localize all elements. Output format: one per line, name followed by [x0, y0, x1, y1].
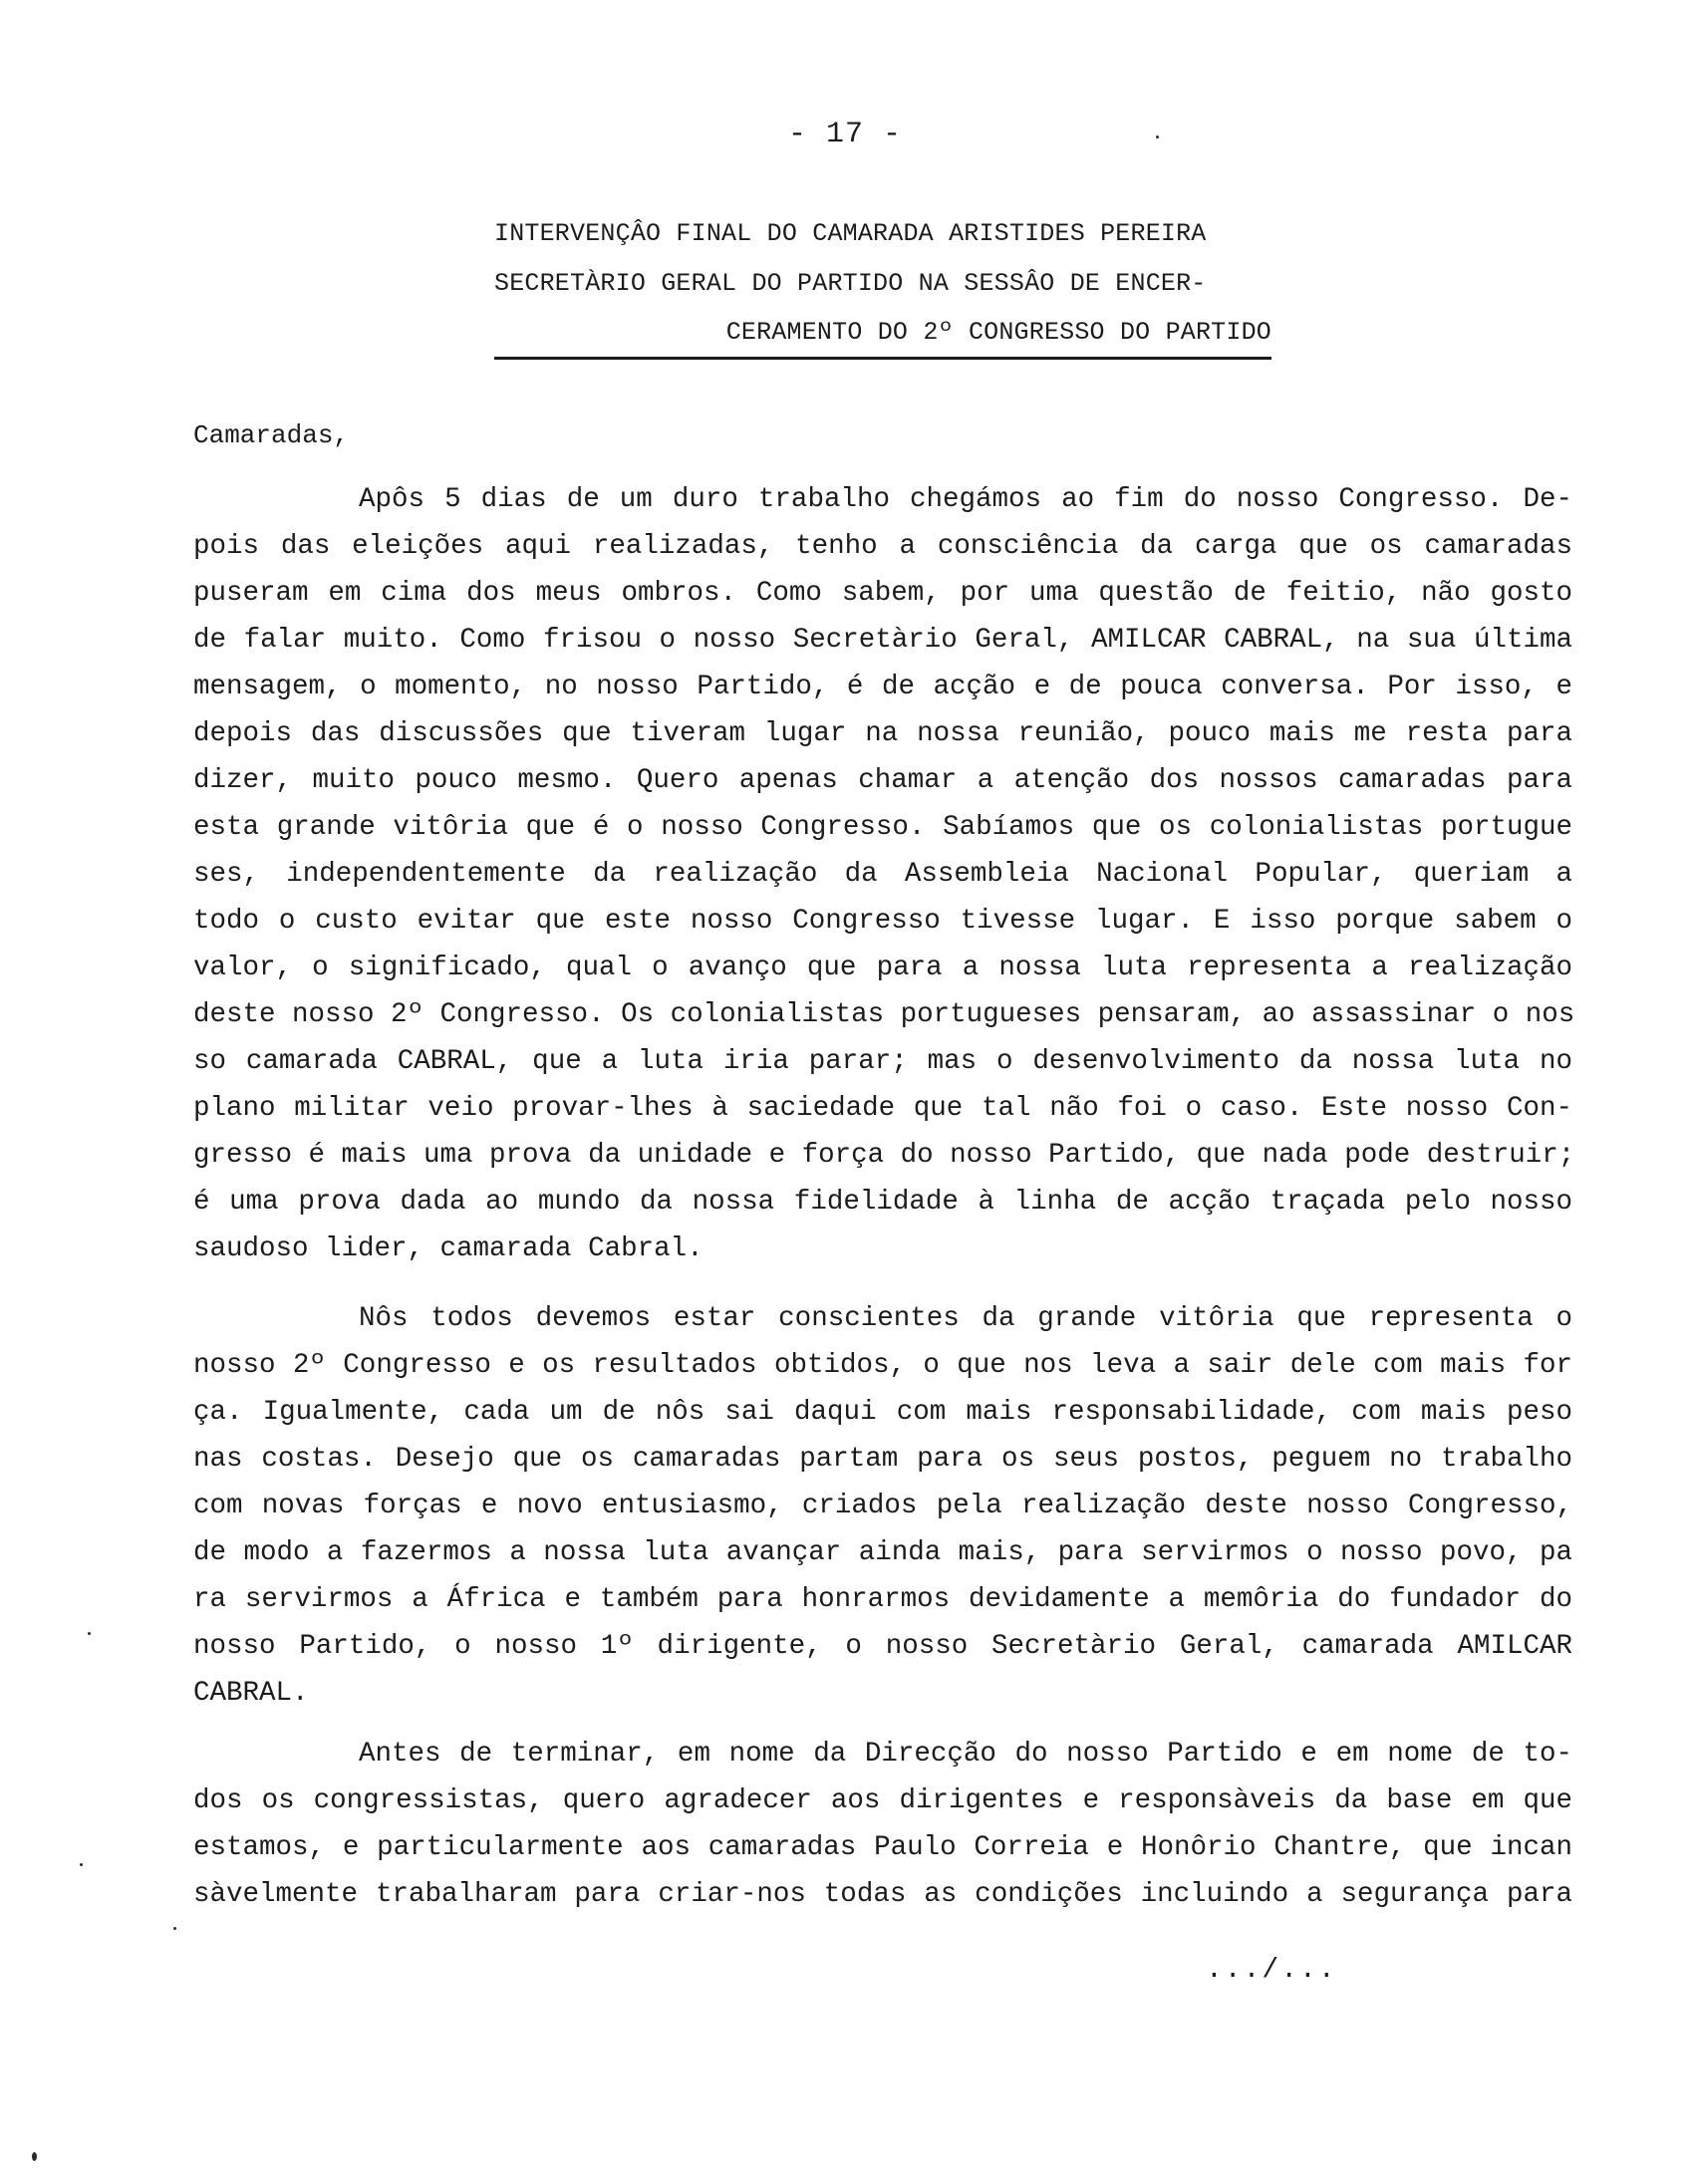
paragraph-line: ça. Igualmente, cada um de nôs sai daqui com mais responsabilidade, com mais peso [193, 1397, 1572, 1428]
paragraph-line: nosso 2º Congresso e os resultados obtidos, o que nos leva a sair dele com mais for [193, 1350, 1572, 1381]
scan-speck [80, 1863, 83, 1866]
paragraph-line: estamos, e particularmente aos camaradas Paulo Correia e Honôrio Chantre, que incan [193, 1832, 1572, 1863]
heading-line-2: SECRETÀRIO GERAL DO PARTIDO NA SESSÂO DE ENCER- [494, 269, 1207, 298]
paragraph-line: gresso é mais uma prova da unidade e força do nosso Partido, que nada pode destruir; [193, 1140, 1575, 1171]
paragraph-line: ra servirmos a África e também para honrarmos devidamente a memôria do fundador do [193, 1584, 1572, 1615]
continuation-mark: .../... [1206, 1955, 1337, 1986]
scan-speck [32, 2152, 37, 2161]
paragraph-line: com novas forças e novo entusiasmo, criados pela realização deste nosso Congresso, [193, 1491, 1572, 1521]
paragraph-line: dos os congressistas, quero agradecer aos dirigentes e responsàveis da base em que [193, 1785, 1572, 1816]
paragraph-2 [193, 1295, 1572, 1717]
paragraph-line: deste nosso 2º Congresso. Os colonialistas portugueses pensaram, ao assassinar o nos [193, 999, 1575, 1030]
document-heading [494, 209, 1271, 360]
paragraph-line: dizer, muito pouco mesmo. Quero apenas chamar a atenção dos nossos camaradas para [193, 765, 1572, 796]
heading-line-1: INTERVENÇÂO FINAL DO CAMARADA ARISTIDES PEREIRA [494, 219, 1207, 248]
paragraph-3 [193, 1731, 1572, 1918]
salutation: Camaradas, [193, 420, 350, 450]
paragraph-line: CABRAL. [193, 1678, 309, 1709]
paragraph-line: sàvelmente trabalharam para criar-nos todas as condições incluindo a segurança para [193, 1879, 1572, 1910]
paragraph-line: Apôs 5 dias de um duro trabalho chegámos ao fim do nosso Congresso. De- [359, 484, 1572, 515]
paragraph-line: plano militar veio provar-lhes à saciedade que tal não foi o caso. Este nosso Con- [193, 1093, 1572, 1124]
scan-speck [88, 1632, 91, 1635]
paragraph-line: é uma prova dada ao mundo da nossa fidelidade à linha de acção traçada pelo nosso [193, 1187, 1572, 1218]
paragraph-line: de modo a fazermos a nossa luta avançar ainda mais, para servirmos o nosso povo, pa [193, 1537, 1572, 1568]
paragraph-line: valor, o significado, qual o avanço que para a nossa luta representa a realização [193, 953, 1572, 983]
paragraph-line: nosso Partido, o nosso 1º dirigente, o nosso Secretàrio Geral, camarada AMILCAR [193, 1631, 1572, 1662]
paragraph-line: de falar muito. Como frisou o nosso Secretàrio Geral, AMILCAR CABRAL, na sua última [193, 625, 1572, 656]
paragraph-line: Antes de terminar, em nome da Direcção do nosso Partido e em nome de to- [359, 1739, 1572, 1770]
paragraph-line: pois das eleições aqui realizadas, tenho a consciência da carga que os camaradas [193, 531, 1572, 562]
scan-speck [173, 1927, 176, 1930]
paragraph-line: Nôs todos devemos estar conscientes da grande vitôria que representa o [359, 1303, 1572, 1334]
paragraph-1 [193, 476, 1575, 1272]
paragraph-line: so camarada CABRAL, que a luta iria parar; mas o desenvolvimento da nossa luta no [193, 1046, 1572, 1077]
paragraph-line: nas costas. Desejo que os camaradas partam para os seus postos, peguem no trabalho [193, 1444, 1572, 1475]
paragraph-line: depois das discussões que tiveram lugar na nossa reunião, pouco mais me resta para [193, 718, 1572, 749]
scan-speck [1156, 136, 1159, 138]
paragraph-line: esta grande vitôria que é o nosso Congresso. Sabíamos que os colonialistas portugue [193, 812, 1572, 843]
paragraph-line: todo o custo evitar que este nosso Congresso tivesse lugar. E isso porque sabem o [193, 906, 1572, 937]
paragraph-line: ses, independentemente da realização da Assembleia Nacional Popular, queriam a [193, 859, 1572, 890]
paragraph-line: saudoso lider, camarada Cabral. [193, 1233, 704, 1264]
paragraph-line: puseram em cima dos meus ombros. Como sabem, por uma questão de feitio, não gosto [193, 578, 1572, 609]
heading-line-3: CERAMENTO DO 2º CONGRESSO DO PARTIDO [494, 309, 1271, 360]
paragraph-line: mensagem, o momento, no nosso Partido, é de acção e de pouca conversa. Por isso, e [193, 672, 1572, 702]
page-number: - 17 - [787, 118, 903, 151]
